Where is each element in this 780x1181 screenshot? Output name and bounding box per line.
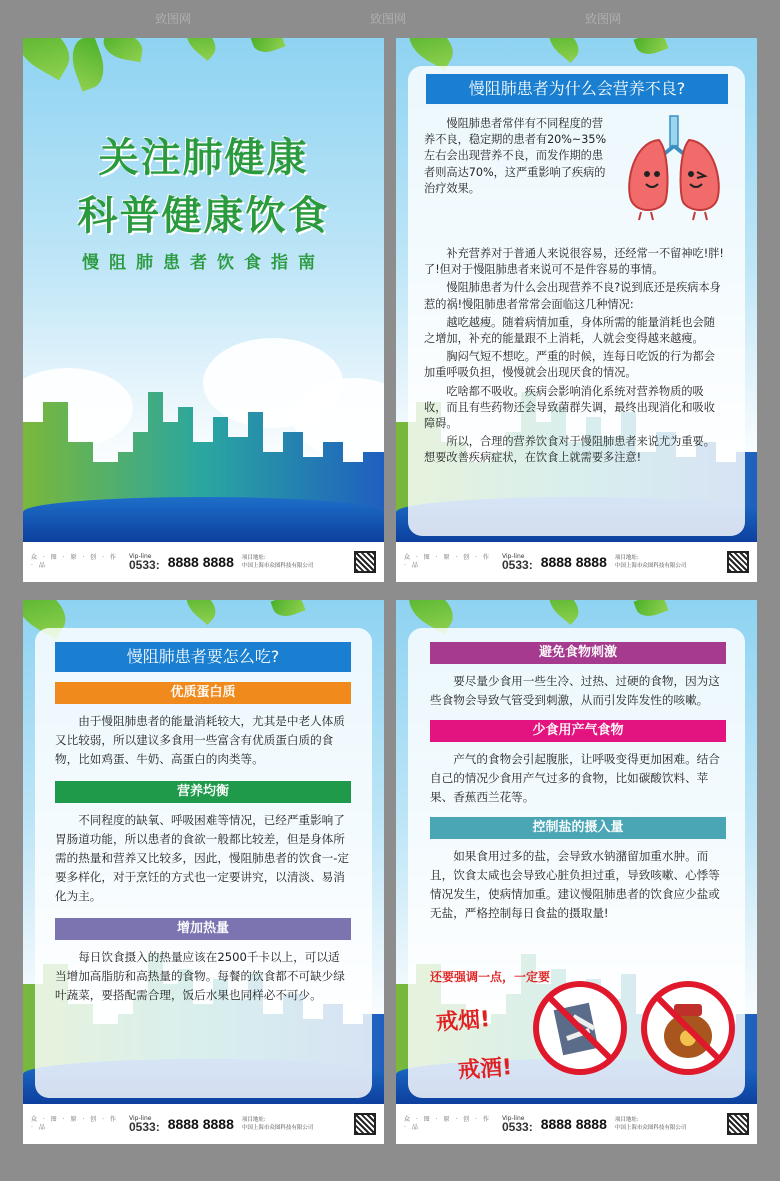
footer-brand: 众 · 图 · 原 · 创 · 作 · 品 bbox=[31, 554, 118, 569]
paragraph: 补充营养对于普通人来说很容易，还经常一不留神吃!胖!了!但对于慢阻肺患者来说可不是件容易的事情。 bbox=[424, 247, 724, 277]
subheading-gas: 少食用产气食物 bbox=[430, 720, 726, 742]
leaf-decoration bbox=[633, 38, 668, 59]
poster-title-line1: 关注肺健康 bbox=[98, 135, 309, 181]
qr-code-icon bbox=[354, 1113, 376, 1135]
leaf-decoration bbox=[180, 600, 222, 625]
qr-code-icon bbox=[354, 551, 376, 573]
footer-phone-number: 8888 8888 bbox=[540, 1116, 607, 1132]
footer-phone-number: 8888 8888 bbox=[167, 1116, 234, 1132]
footer-phone: Vip-line 0533: bbox=[129, 1114, 160, 1134]
paragraph: 所以，合理的营养饮食对于慢阻肺患者来说尤为重要。想要改善疾病症状，在饮食上就需要多注意! bbox=[424, 435, 715, 465]
footer-address: 项目地址: 中国上海市众图科技有限公司 bbox=[614, 555, 687, 569]
content-card bbox=[408, 66, 745, 536]
subheading-irritant: 避免食物刺激 bbox=[430, 642, 726, 664]
poster-how-to-eat bbox=[23, 600, 384, 1144]
no-smoking-icon bbox=[532, 980, 628, 1076]
quit-drinking-text: 戒酒! bbox=[457, 1055, 513, 1084]
leaf-decoration bbox=[101, 38, 145, 62]
poster-avoid-foods bbox=[396, 600, 757, 1144]
poster-footer bbox=[396, 1104, 757, 1144]
section-heading: 慢阻肺患者为什么会营养不良? bbox=[426, 74, 728, 104]
watermark: 致图网 bbox=[370, 12, 407, 26]
content-card bbox=[408, 628, 745, 1098]
leaf-decoration bbox=[270, 600, 305, 621]
paragraph: 越吃越瘦。随着病情加重，身体所需的能量消耗也会随之增加，补充的能量跟不上消耗，人就会变得越来越瘦。 bbox=[424, 315, 715, 346]
quit-smoking-text: 戒烟! bbox=[435, 1007, 491, 1036]
section-heading: 慢阻肺患者要怎么吃? bbox=[55, 642, 351, 672]
no-alcohol-icon bbox=[640, 980, 736, 1076]
leaf-decoration bbox=[543, 38, 585, 63]
paragraph: 每日饮食摄入的热量应该在2500千卡以上，可以适当增加高脂肪和高热量的食物。每餐的饮食都不可缺少绿叶蔬菜，要搭配需合理，饭后水果也同样必不可少。 bbox=[55, 950, 345, 1002]
paragraph: 产气的食物会引起腹胀，让呼吸变得更加困难。结合自己的情况少食用产气过多的食物，比如碳酸饮料、苹果、香蕉西兰花等。 bbox=[430, 752, 720, 804]
subheading-protein: 优质蛋白质 bbox=[55, 682, 351, 704]
footer-phone-number: 8888 8888 bbox=[540, 554, 607, 570]
poster-title-line2: 科普健康饮食 bbox=[77, 193, 330, 239]
subheading-balance: 营养均衡 bbox=[55, 781, 351, 803]
leaf-decoration bbox=[543, 600, 585, 625]
poster-why-malnutrition bbox=[396, 38, 757, 582]
poster-footer bbox=[23, 1104, 384, 1144]
poster-subtitle: 慢阻肺患者饮食指南 bbox=[82, 253, 325, 273]
paragraph: 吃啥都不吸收。疾病会影响消化系统对营养物质的吸收，而且有些药物还会导致菌群失调，最终出现消化和吸收障碍。 bbox=[424, 384, 715, 431]
poster-footer bbox=[396, 542, 757, 582]
footer-brand: 众 · 图 · 原 · 创 · 作 · 品 bbox=[404, 554, 491, 569]
footer-brand: 众 · 图 · 原 · 创 · 作 · 品 bbox=[404, 1116, 491, 1131]
poster-cover bbox=[23, 38, 384, 582]
qr-code-icon bbox=[727, 1113, 749, 1135]
footer-phone: Vip-line 0533: bbox=[502, 552, 533, 572]
footer-address: 项目地址: 中国上海市众图科技有限公司 bbox=[241, 1117, 314, 1131]
wave-decoration bbox=[23, 497, 384, 542]
leaf-decoration bbox=[180, 38, 222, 61]
paragraph: 不同程度的缺氧、呼吸困难等情况，已经严重影响了胃肠道功能，所以患者的食欲一般都比较差，但是身体所需的热量和营养又比较多，因此，慢阻肺患者的饮食一-定要多样化，对于烹饪的方式也一定要讲究，以清淡、易消化为主。 bbox=[55, 813, 350, 903]
leaf-decoration bbox=[23, 38, 79, 80]
paragraph: 要尽量少食用一些生冷、过热、过硬的食物，因为这些食物会导致气管受到刺激，从而引发阵发性的咳嗽。 bbox=[430, 674, 720, 707]
footer-address: 项目地址: 中国上海市众图科技有限公司 bbox=[614, 1117, 687, 1131]
lungs-mascot-icon bbox=[619, 112, 729, 222]
footer-address: 项目地址: 中国上海市众图科技有限公司 bbox=[241, 555, 314, 569]
footer-phone: Vip-line 0533: bbox=[502, 1114, 533, 1134]
paragraph: 胸闷气短不想吃。严重的时候，连每日吃饭的行为都会加重呼吸负担，慢慢就会出现厌食的情况。 bbox=[424, 350, 715, 380]
watermark: 致图网 bbox=[585, 12, 622, 26]
leaf-decoration bbox=[633, 600, 668, 621]
paragraph: 由于慢阻肺患者的能量消耗较大，尤其是中老人体质又比较弱，所以建议多食用一些富含有优质蛋白质的食物，比如鸡蛋、牛奶、高蛋白的肉类等。 bbox=[55, 714, 345, 766]
emphasis-text: 还要强调一点，一定要 bbox=[430, 970, 551, 984]
subheading-salt: 控制盐的摄入量 bbox=[430, 817, 726, 839]
paragraph: 慢阻肺患者为什么会出现营养不良?说到底还是疾病本身惹的祸!慢阻肺患者常常会面临这几种情况: bbox=[424, 281, 721, 311]
poster-footer bbox=[23, 542, 384, 582]
content-card bbox=[35, 628, 372, 1098]
footer-brand: 众 · 图 · 原 · 创 · 作 · 品 bbox=[31, 1116, 118, 1131]
paragraph: 慢阻肺患者常伴有不同程度的营养不良，稳定期的患者有20%~35%左右会出现营养不良，而发作期的患者则高达70%，这严重影响了疾病的治疗效果。 bbox=[424, 117, 607, 195]
paragraph: 如果食用过多的盐，会导致水钠潴留加重水肿。而且，饮食太咸也会导致心脏负担过重，导致咳嗽、心悸等情况发生，使病情加重。建议慢阻肺患者的饮食应少盐或无盐，严格控制每日食盐的摄取量! bbox=[430, 849, 720, 920]
watermark: 致图网 bbox=[155, 12, 192, 26]
footer-phone-number: 8888 8888 bbox=[167, 554, 234, 570]
footer-phone: Vip-line 0533: bbox=[129, 552, 160, 572]
subheading-calories: 增加热量 bbox=[55, 918, 351, 940]
leaf-decoration bbox=[250, 38, 285, 57]
qr-code-icon bbox=[727, 551, 749, 573]
